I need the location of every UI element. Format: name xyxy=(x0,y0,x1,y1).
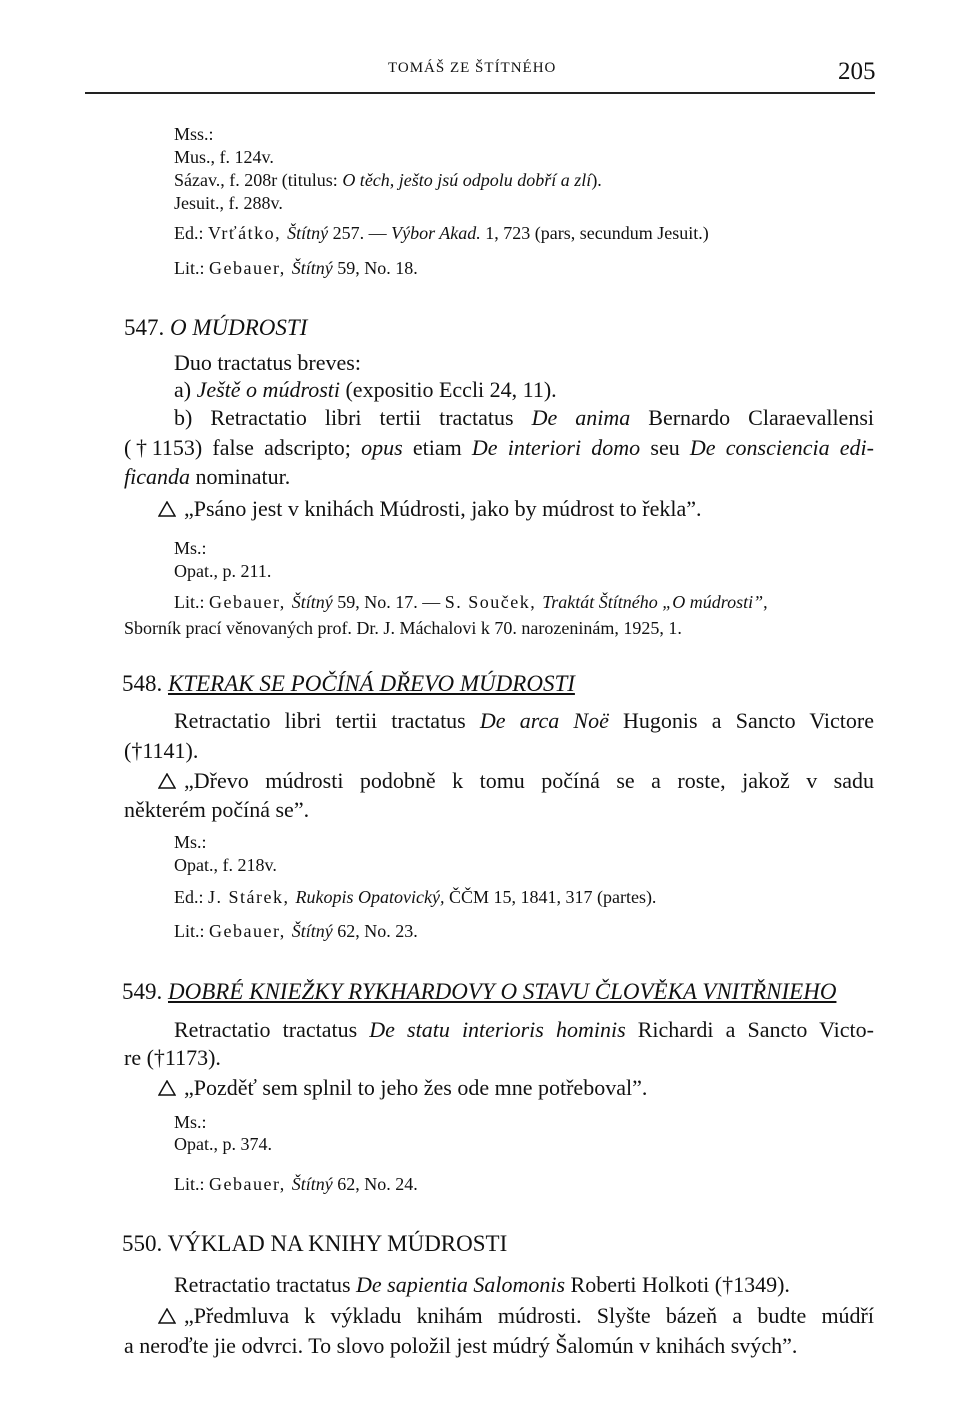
manuscript-line: Mus., f. 124v. xyxy=(174,147,274,167)
incipit-line: „Předmluva k výkladu knihám múdrosti. Slyšte bázeň a budte múdří xyxy=(158,1303,874,1329)
incipit-line: a neroďte jie odvrci. To slovo položil jest múdrý Šalomún v knihách svých”. xyxy=(124,1333,798,1358)
incipit-triangle-icon xyxy=(158,1080,176,1096)
literature-line: Lit.: Gebauer, Štítný 59, No. 18. xyxy=(174,258,418,278)
entry-text: Retractatio tractatus De sapientia Salomonis Roberti Holkoti (†1349). xyxy=(174,1272,790,1297)
entry-heading: 548. KTERAK SE POČÍNÁ DŘEVO MÚDROSTI xyxy=(122,671,575,696)
running-title: TOMÁŠ ZE ŠTÍTNÉHO xyxy=(388,60,557,76)
entry-text: Retractatio tractatus De statu interioris hominis Richardi a Sancto Victo- xyxy=(174,1017,874,1042)
incipit-triangle-icon xyxy=(158,1308,176,1324)
incipit-triangle-icon xyxy=(158,773,176,789)
manuscript-line: Opat., p. 374. xyxy=(174,1134,272,1154)
incipit-line: „Dřevo múdrosti podobně k tomu počíná se a roste, jakož v sadu xyxy=(158,768,874,794)
ms-label: Ms.: xyxy=(174,538,207,558)
literature-line: Lit.: Gebauer, Štítný 59, No. 17. — S. Souček, Traktát Štítného „O múdrosti”, xyxy=(174,592,768,612)
ms-label: Ms.: xyxy=(174,1112,207,1132)
entry-text: a) Ještě o múdrosti (expositio Eccli 24, 11). xyxy=(174,377,557,402)
manuscript-line: Sázav., f. 208r (titulus: O těch, ješto jsú odpolu dobří a zlí). xyxy=(174,170,602,190)
entry-text: ficanda nominatur. xyxy=(124,464,291,489)
entry-heading: 550. VÝKLAD NA KNIHY MÚDROSTI xyxy=(122,1231,508,1256)
entry-heading: 547. O MÚDROSTI xyxy=(124,315,308,340)
entry-text: re (†1173). xyxy=(124,1045,221,1070)
edition-line: Ed.: Vrťátko, Štítný 257. — Výbor Akad. 1, 723 (pars, secundum Jesuit.) xyxy=(174,223,709,243)
incipit-line: „Pozděť sem splnil to jeho žes ode mne potřeboval”. xyxy=(158,1075,647,1101)
ms-label: Ms.: xyxy=(174,832,207,852)
incipit-line: některém počíná se”. xyxy=(124,797,310,822)
entry-text: b) Retractatio libri tertii tractatus De anima Bernardo Claraevallensi xyxy=(174,405,874,430)
manuscript-line: Opat., f. 218v. xyxy=(174,855,277,875)
page-number: 205 xyxy=(838,58,876,85)
header-rule xyxy=(85,92,875,94)
edition-line: Ed.: J. Stárek, Rukopis Opatovický, ČČM 15, 1841, 317 (partes). xyxy=(174,887,657,907)
entry-heading: 549. DOBRÉ KNIEŽKY RYKHARDOVY O STAVU ČLOVĚKA VNITŘNIEHO xyxy=(122,979,837,1004)
entry-text: Retractatio libri tertii tractatus De arca Noë Hugonis a Sancto Victore xyxy=(174,708,875,733)
entry-text: Duo tractatus breves: xyxy=(174,350,361,375)
entry-text: (†1153) false adscripto; opus etiam De interiori domo seu De consciencia edi- xyxy=(124,435,874,460)
mss-label: Mss.: xyxy=(174,124,214,144)
manuscript-line: Jesuit., f. 288v. xyxy=(174,193,283,213)
manuscript-line: Opat., p. 211. xyxy=(174,561,272,581)
entry-text: (†1141). xyxy=(124,738,199,763)
incipit-line: „Psáno jest v knihách Múdrosti, jako by múdrost to řekla”. xyxy=(158,496,702,522)
incipit-triangle-icon xyxy=(158,501,176,517)
literature-line: Sborník prací věnovaných prof. Dr. J. Máchalovi k 70. narozeninám, 1925, 1. xyxy=(124,618,682,638)
literature-line: Lit.: Gebauer, Štítný 62, No. 24. xyxy=(174,1174,418,1194)
literature-line: Lit.: Gebauer, Štítný 62, No. 23. xyxy=(174,921,418,941)
